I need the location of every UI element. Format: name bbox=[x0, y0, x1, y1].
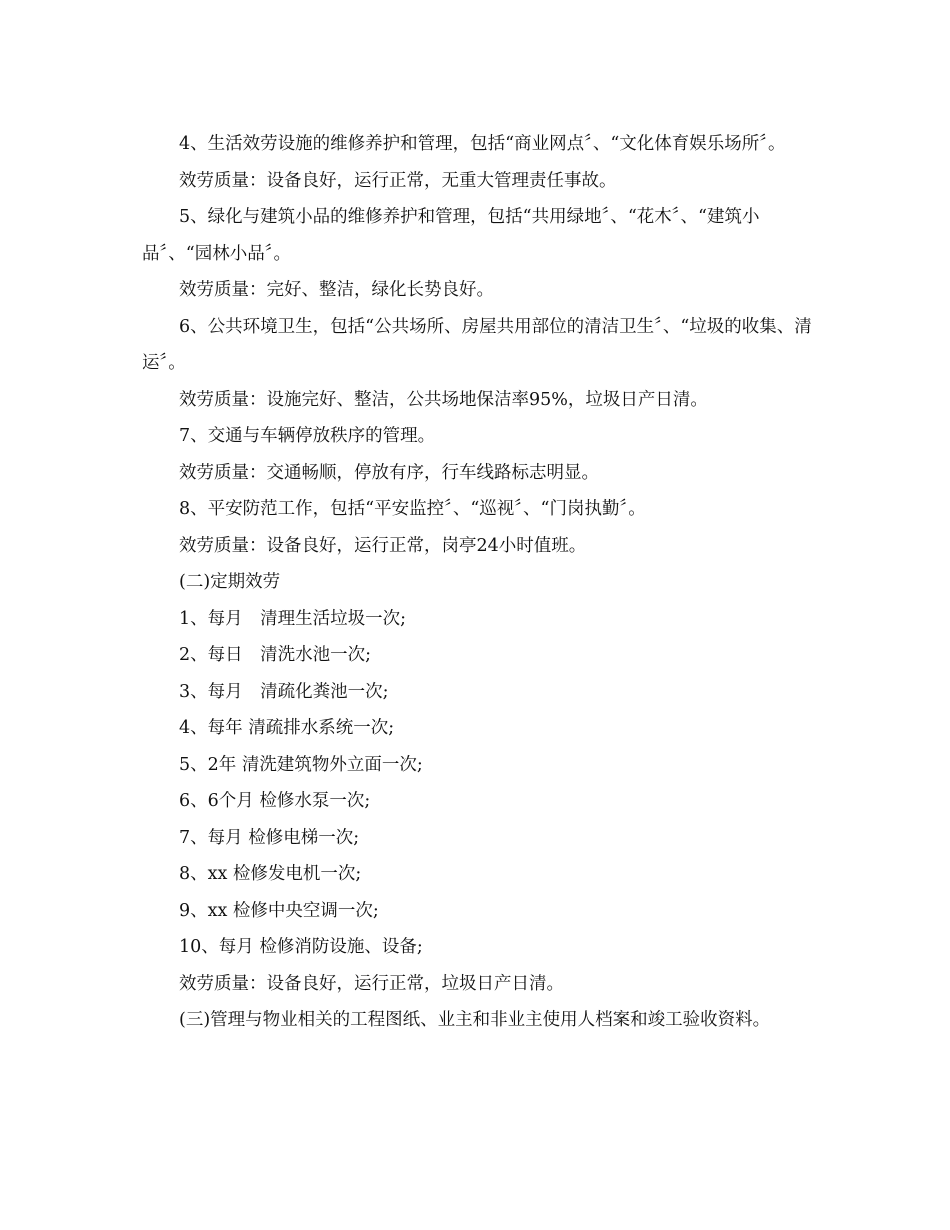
paragraph: 效劳质量：设备良好，运行正常，垃圾日产日清。 bbox=[179, 973, 564, 994]
section-heading: (三)管理与物业相关的工程图纸、业主和非业主使用人档案和竣工验收资料。 bbox=[179, 1010, 771, 1030]
paragraph: 效劳质量：设备良好，运行正常，岗亭24小时值班。 bbox=[179, 535, 587, 556]
list-item: 5、2年 清洗建筑物外立面一次; bbox=[179, 754, 423, 775]
list-item: 7、每月 检修电梯一次; bbox=[179, 827, 360, 848]
list-item: 9、xx 检修中央空调一次; bbox=[179, 900, 379, 921]
list-item: 4、每年 清疏排水系统一次; bbox=[179, 718, 395, 738]
section-heading: (二)定期效劳 bbox=[179, 572, 281, 592]
paragraph: 效劳质量：完好、整洁，绿化长势良好。 bbox=[179, 280, 494, 300]
list-item: 8、xx 检修发电机一次; bbox=[179, 864, 362, 884]
list-item: 10、每月 检修消防设施、设备; bbox=[179, 937, 423, 957]
document-body bbox=[142, 126, 814, 1039]
list-item: 3、每月 清疏化粪池一次; bbox=[179, 681, 389, 702]
paragraph: 效劳质量：设施完好、整洁，公共场地保洁率95%，垃圾日产日清。 bbox=[179, 389, 708, 410]
paragraph: 4、生活效劳设施的维修养护和管理，包括“商业网点〞、“文化体育娱乐场所〞。 bbox=[179, 134, 786, 154]
paragraph: 效劳质量：设备良好，运行正常，无重大管理责任事故。 bbox=[179, 170, 617, 191]
paragraph: 6、公共环境卫生，包括“公共场所、房屋共用部位的清洁卫生〞、“垃圾的收集、清运〞。 bbox=[142, 316, 812, 373]
list-item: 6、6个月 检修水泵一次; bbox=[179, 791, 371, 811]
list-item: 1、每月 清理生活垃圾一次; bbox=[179, 608, 407, 629]
list-item: 2、每日 清洗水池一次; bbox=[179, 645, 372, 665]
paragraph: 8、平安防范工作，包括“平安监控〞、“巡视〞、“门岗执勤〞。 bbox=[179, 499, 646, 519]
paragraph: 5、绿化与建筑小品的维修养护和管理，包括“共用绿地〞、“花木〞、“建筑小品〞、“园林小品〞。 bbox=[142, 207, 760, 264]
paragraph: 7、交通与车辆停放秩序的管理。 bbox=[179, 426, 436, 446]
paragraph: 效劳质量：交通畅顺，停放有序，行车线路标志明显。 bbox=[179, 462, 599, 483]
